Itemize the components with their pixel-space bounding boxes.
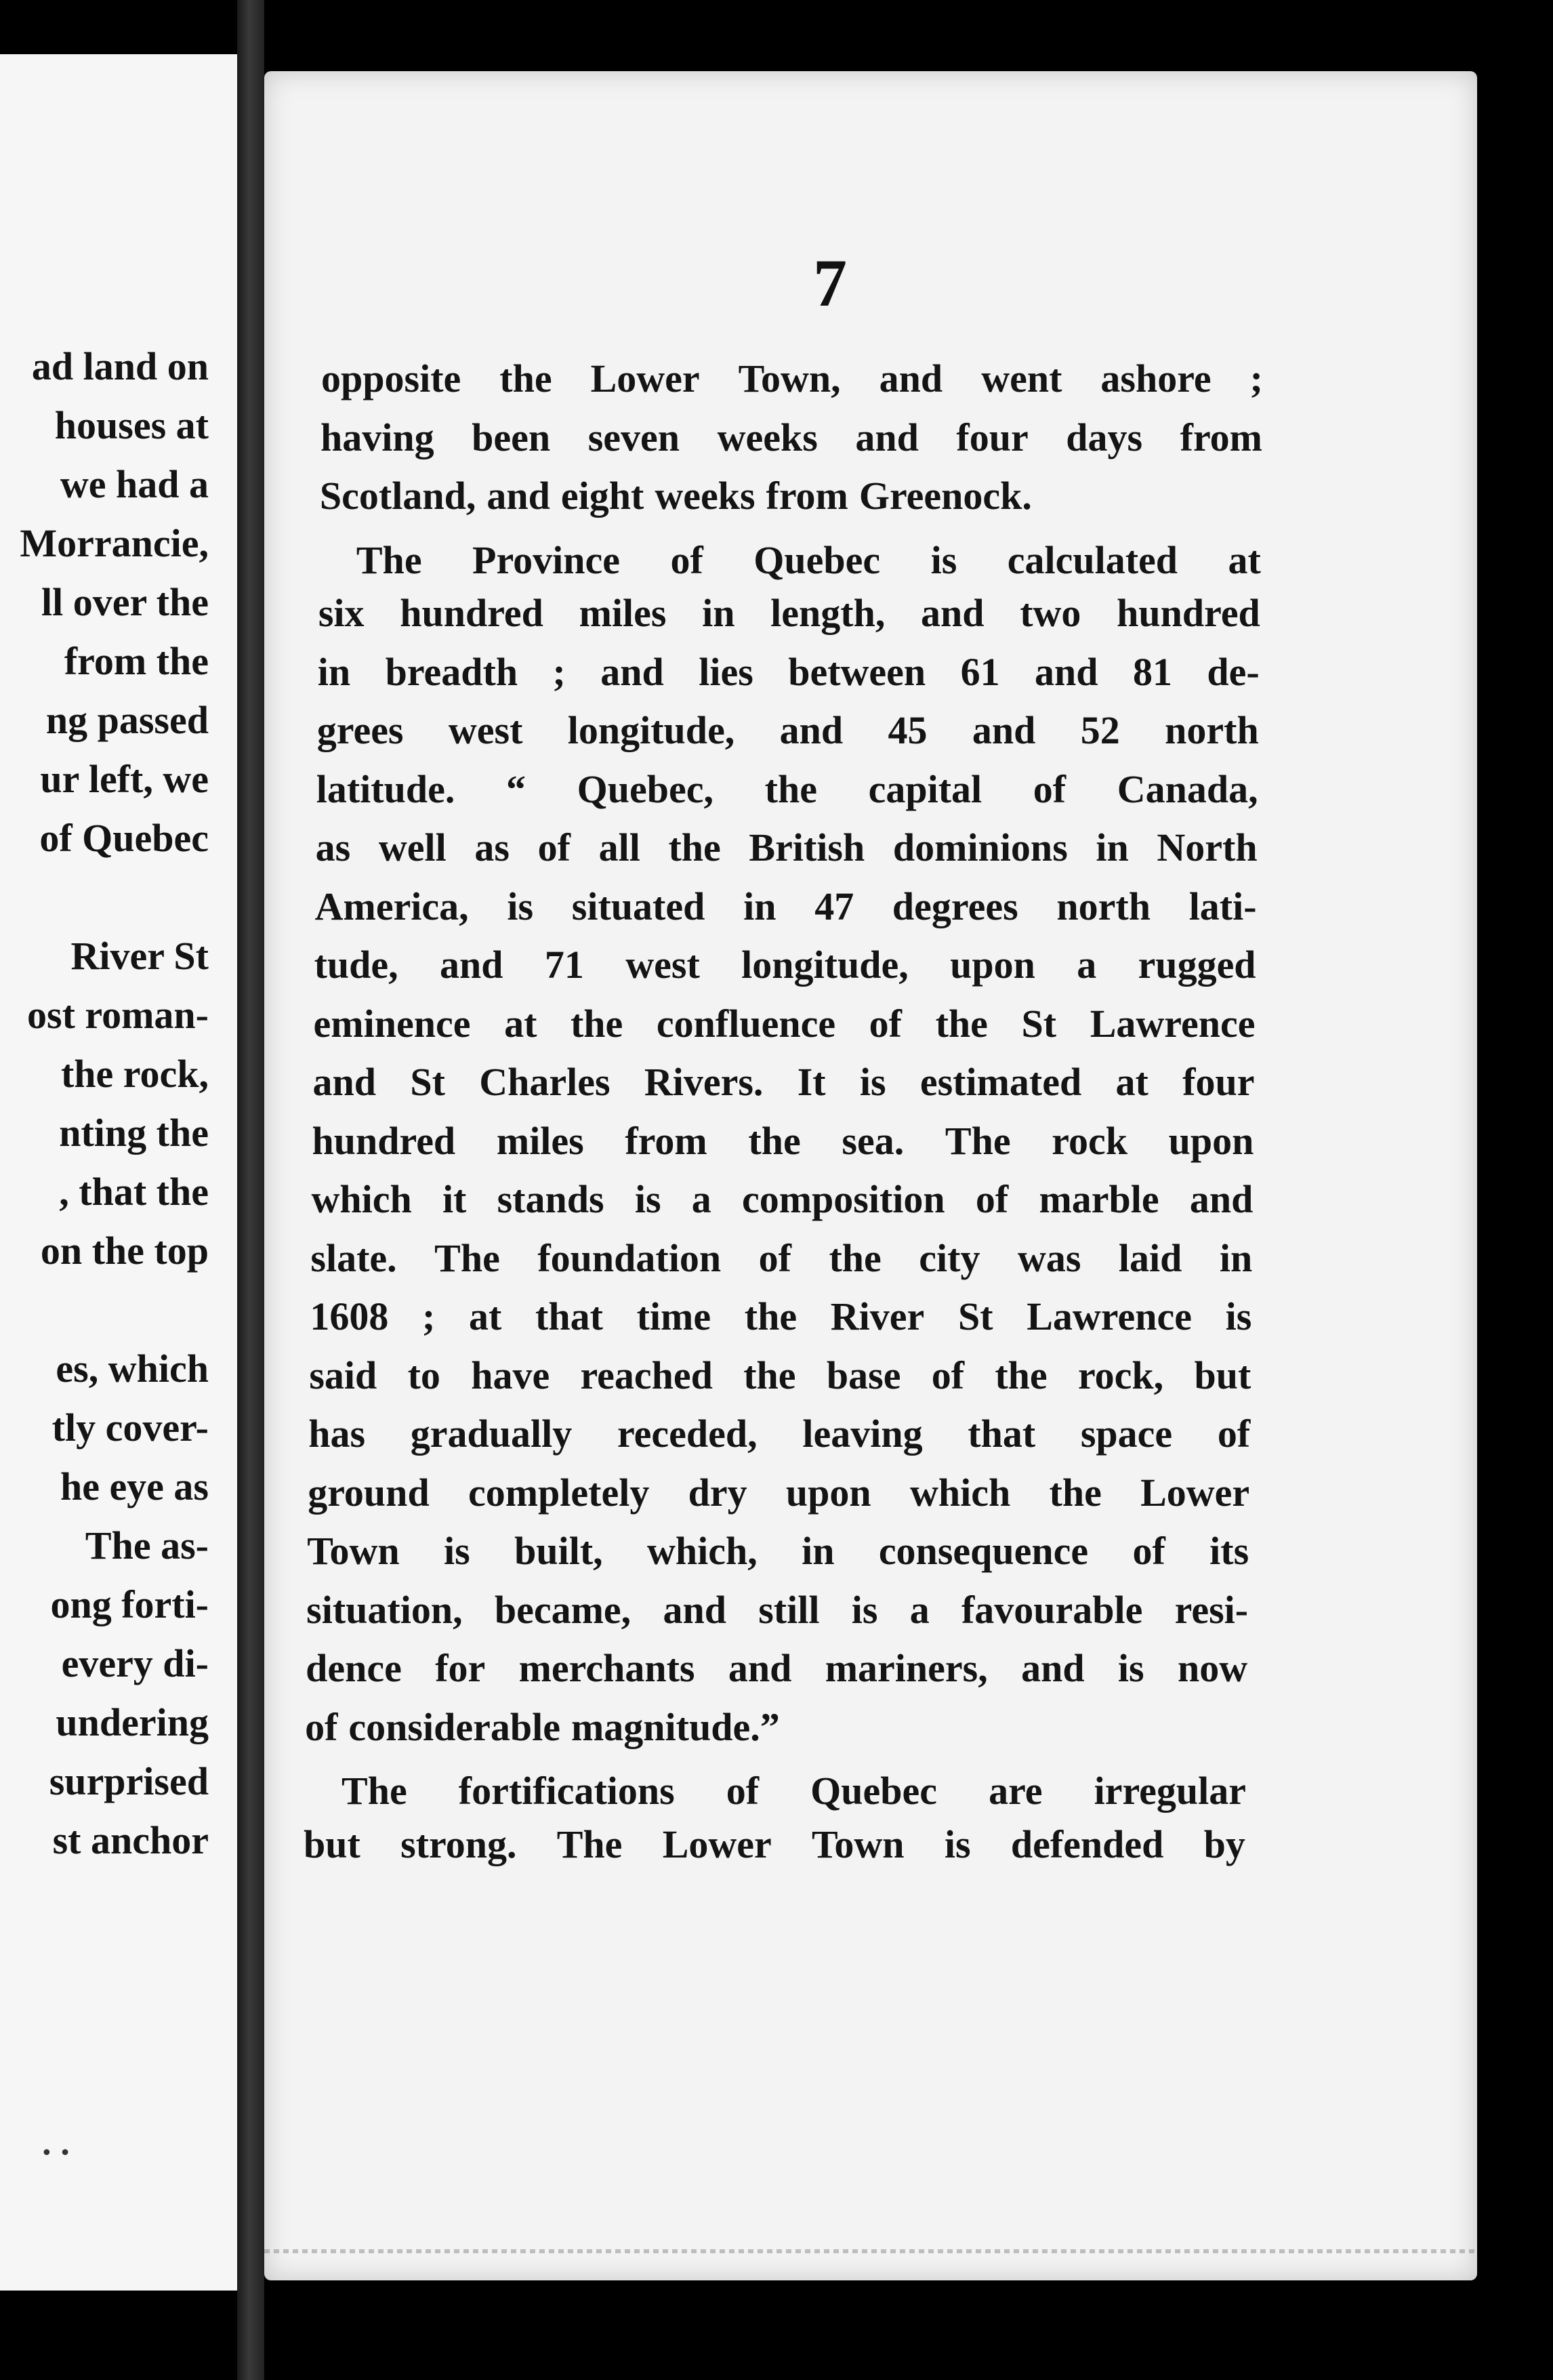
word: west (625, 943, 700, 987)
word: seven (587, 415, 680, 459)
word: of (537, 825, 571, 869)
word: lies (699, 649, 753, 694)
word: of (1033, 766, 1067, 811)
text-line (307, 1528, 1249, 1574)
word: British (749, 825, 865, 869)
left-page-line: tly cover- (51, 1406, 209, 1450)
word: estimated (919, 1060, 1082, 1104)
word: confluence (656, 1001, 836, 1046)
word: Quebec (753, 537, 881, 582)
word: degrees (892, 884, 1018, 928)
word: situation, (306, 1587, 463, 1632)
word: capital (868, 766, 982, 811)
word: as (315, 825, 351, 869)
word: have (471, 1353, 550, 1397)
word: was (1017, 1235, 1081, 1280)
word: River (830, 1294, 925, 1338)
left-page-line: from the (64, 639, 209, 683)
word: and (600, 649, 664, 694)
left-page-line: ur left, we (40, 757, 209, 801)
word: receded, (617, 1412, 758, 1456)
word: Province (472, 537, 621, 582)
word: became, (494, 1587, 631, 1632)
word: north (1165, 708, 1259, 752)
word: and (440, 943, 503, 987)
word: situated (571, 884, 705, 928)
word: ashore (1100, 356, 1212, 401)
left-page-line: on the top (40, 1229, 209, 1273)
text-line (304, 1822, 1245, 1867)
word: grees (316, 708, 404, 752)
word: as (474, 825, 510, 869)
left-page (0, 54, 237, 2291)
word: miles (579, 591, 667, 635)
word: days (1066, 415, 1143, 459)
word: has (308, 1412, 366, 1456)
word: marble (1039, 1177, 1159, 1221)
word: foundation (537, 1235, 722, 1280)
word: four (956, 415, 1029, 459)
word: is (1117, 1646, 1144, 1690)
word: upon (1168, 1118, 1254, 1163)
left-page-line: , that the (59, 1170, 209, 1214)
left-page-line: of Quebec (39, 816, 209, 860)
word: dry (688, 1470, 747, 1515)
word: 61 (960, 649, 1000, 694)
word: is (851, 1587, 878, 1632)
word: the (995, 1353, 1048, 1397)
word: from (766, 474, 848, 518)
text-line (316, 766, 1258, 812)
text-line (310, 1235, 1252, 1281)
left-page-line: River St (70, 934, 209, 978)
word: It (797, 1060, 826, 1104)
word: now (1177, 1646, 1248, 1690)
word: and (855, 415, 919, 459)
word: Greenock. (858, 474, 1032, 518)
word: ground (308, 1470, 430, 1515)
word: 81 (1132, 649, 1172, 694)
left-page-line: ll over the (41, 580, 209, 624)
word: The (356, 537, 422, 582)
word: the (668, 825, 721, 869)
word: all (598, 825, 640, 869)
word: and (728, 1646, 792, 1690)
word: Town (307, 1529, 400, 1573)
word: is (930, 537, 957, 582)
left-page-line: The as- (85, 1523, 209, 1567)
word: the (499, 356, 552, 401)
word: the (570, 1001, 623, 1046)
word: its (1209, 1529, 1249, 1573)
word: is (944, 1822, 971, 1866)
word: space (1080, 1412, 1173, 1456)
word: is (634, 1177, 661, 1221)
word: stands (497, 1177, 604, 1221)
word: time (636, 1294, 711, 1338)
page-number: 7 (813, 245, 847, 321)
text-line (306, 1587, 1248, 1633)
word: fortifications (458, 1769, 675, 1813)
text-line (356, 537, 1261, 583)
word: north (1056, 884, 1151, 928)
word: North (1157, 825, 1258, 869)
word: latitude. (316, 766, 455, 811)
word: tude, (314, 943, 398, 987)
word: which, (646, 1529, 758, 1573)
word: of (869, 1001, 902, 1046)
word: of (726, 1769, 760, 1813)
word: Charles (479, 1060, 610, 1104)
text-line (318, 649, 1260, 695)
word: the (744, 1294, 798, 1338)
text-line (313, 1059, 1255, 1105)
word: the (935, 1001, 988, 1046)
text-line (320, 473, 1262, 518)
word: at (469, 1294, 502, 1338)
left-page-line: we had a (60, 462, 209, 506)
left-page-line: surprised (49, 1759, 209, 1803)
word: of (1132, 1529, 1165, 1573)
text-line (314, 942, 1256, 987)
word: for (435, 1646, 486, 1690)
word: favourable (961, 1587, 1143, 1632)
word: 52 (1080, 708, 1120, 752)
left-page-line: ad land on (31, 344, 209, 388)
word: Lawrence (1027, 1294, 1192, 1338)
text-line (318, 590, 1260, 636)
word: completely (468, 1470, 650, 1515)
word: and (921, 591, 985, 635)
word: having (320, 415, 434, 459)
word: which (311, 1177, 412, 1221)
word: Lower (1140, 1470, 1250, 1515)
word: of (670, 537, 703, 582)
text-line (316, 825, 1258, 870)
word: rugged (1138, 943, 1256, 987)
word: ; (422, 1294, 436, 1338)
word: from (625, 1118, 707, 1163)
left-page-line: nting the (59, 1111, 209, 1155)
book-spine (237, 0, 264, 2380)
word: and (1021, 1646, 1085, 1690)
word: lati- (1188, 884, 1257, 928)
text-line (312, 1118, 1254, 1164)
word: in (1219, 1235, 1253, 1280)
left-page-line: st anchor (52, 1818, 209, 1862)
word: in (702, 591, 735, 635)
word: went (981, 356, 1062, 401)
word: length, (770, 591, 886, 635)
word: weeks (655, 474, 755, 518)
word: opposite (321, 356, 461, 401)
word: St (410, 1060, 445, 1104)
word: upon (785, 1470, 871, 1515)
word: which (909, 1470, 1011, 1515)
word: reached (580, 1353, 713, 1397)
word: considerable (348, 1704, 560, 1749)
word: longitude, (567, 708, 735, 752)
word: Lower (662, 1822, 772, 1866)
word: The (434, 1235, 500, 1280)
text-line (305, 1704, 1247, 1750)
word: said (309, 1353, 377, 1397)
word: at (504, 1001, 537, 1046)
left-page-line: he eye as (60, 1464, 209, 1509)
word: is (859, 1060, 886, 1104)
word: Town (812, 1822, 905, 1866)
word: hundred (1117, 591, 1260, 635)
word: at (1115, 1060, 1148, 1104)
word: of (305, 1704, 338, 1749)
left-page-line: ng passed (45, 698, 209, 742)
text-line (314, 1001, 1256, 1046)
text-line (317, 707, 1259, 753)
word: well (378, 825, 447, 869)
word: laid (1118, 1235, 1182, 1280)
word: the (748, 1118, 801, 1163)
word: a (1077, 943, 1097, 987)
word: composition (741, 1177, 945, 1221)
word: the (743, 1353, 796, 1397)
word: eight (560, 474, 644, 518)
word: dominions (892, 825, 1068, 869)
word: between (788, 649, 926, 694)
text-line (310, 1294, 1251, 1339)
word: de- (1207, 649, 1260, 694)
word: in (802, 1529, 835, 1573)
word: of (1217, 1412, 1251, 1456)
word: but (1194, 1353, 1251, 1397)
left-page-line: undering (56, 1700, 209, 1744)
word: and (779, 708, 844, 752)
page-edge (264, 2249, 1477, 2253)
word: eminence (313, 1001, 471, 1046)
word: Quebec (810, 1769, 938, 1813)
word: The (945, 1118, 1011, 1163)
word: the (764, 766, 817, 811)
word: to (407, 1353, 440, 1397)
word: but (304, 1822, 360, 1866)
word: 45 (888, 708, 928, 752)
word: defended (1010, 1822, 1164, 1866)
right-page (264, 71, 1477, 2280)
word: six (318, 591, 365, 635)
word: the (1049, 1470, 1102, 1515)
text-line (315, 884, 1257, 929)
word: hundred (400, 591, 543, 635)
word: 47 (814, 884, 854, 928)
word: breadth (385, 649, 518, 694)
word: is (1225, 1294, 1252, 1338)
word: The (341, 1769, 407, 1813)
word: leaving (802, 1412, 923, 1456)
word: hundred (312, 1118, 456, 1163)
word: strong. (400, 1822, 517, 1866)
word: and (312, 1060, 377, 1104)
left-page-line: Morrancie, (20, 521, 209, 565)
word: irregular (1094, 1769, 1247, 1813)
word: of (758, 1235, 791, 1280)
word: in (317, 649, 351, 694)
text-line (306, 1645, 1247, 1691)
word: of (931, 1353, 965, 1397)
word: St (1021, 1001, 1057, 1046)
word: Lawrence (1090, 1001, 1256, 1046)
text-line (309, 1353, 1251, 1398)
word: upon (950, 943, 1035, 987)
word: Quebec, (577, 766, 713, 811)
word: ; (1249, 356, 1263, 401)
word: that (535, 1294, 603, 1338)
word: it (442, 1177, 467, 1221)
word: is (444, 1529, 470, 1573)
word: slate. (310, 1235, 397, 1280)
word: mariners, (825, 1646, 988, 1690)
page-speck: • • (41, 2141, 71, 2165)
text-line (308, 1470, 1249, 1515)
word: ; (552, 649, 566, 694)
text-line (308, 1411, 1250, 1456)
word: of (975, 1177, 1009, 1221)
left-page-line: ong forti- (50, 1582, 209, 1626)
word: Town, (738, 356, 841, 401)
text-line (311, 1176, 1253, 1222)
word: built, (514, 1529, 603, 1573)
word: are (989, 1769, 1043, 1813)
word: that (968, 1412, 1036, 1456)
word: The (556, 1822, 623, 1866)
word: weeks (717, 415, 818, 459)
word: gradually (410, 1412, 573, 1456)
word: rock (1052, 1118, 1127, 1163)
word: 71 (544, 943, 584, 987)
word: dence (306, 1646, 402, 1690)
word: base (826, 1353, 901, 1397)
word: resi- (1174, 1587, 1249, 1632)
word: been (472, 415, 551, 459)
text-line (341, 1768, 1246, 1813)
word: Canada, (1117, 766, 1258, 811)
word: is (507, 884, 534, 928)
left-page-line: the rock, (60, 1052, 209, 1096)
word: from (1180, 415, 1262, 459)
word: rock, (1077, 1353, 1164, 1397)
word: merchants (518, 1646, 695, 1690)
word: city (919, 1235, 980, 1280)
word: and (1035, 649, 1098, 694)
word: Rivers. (644, 1060, 764, 1104)
word: a (909, 1587, 930, 1632)
word: and (486, 474, 550, 518)
word: the (829, 1235, 882, 1280)
word: America, (314, 884, 469, 928)
text-line (321, 356, 1263, 401)
word: at (1228, 537, 1261, 582)
word: consequence (878, 1529, 1089, 1573)
word: magnitude.” (571, 1704, 780, 1749)
word: and (1189, 1177, 1254, 1221)
word: and (879, 356, 943, 401)
left-page-line: es, which (56, 1347, 209, 1391)
text-line (320, 415, 1262, 460)
word: Lower (590, 356, 700, 401)
word: miles (496, 1118, 584, 1163)
word: four (1182, 1060, 1255, 1104)
left-page-line: every di- (61, 1641, 209, 1685)
left-page-line: ost roman- (27, 993, 209, 1037)
word: two (1020, 591, 1081, 635)
word: in (1096, 825, 1129, 869)
word: sea. (842, 1118, 905, 1163)
word: St (957, 1294, 993, 1338)
word: west (448, 708, 523, 752)
word: longitude, (741, 943, 909, 987)
word: still (758, 1587, 820, 1632)
word: a (691, 1177, 711, 1221)
word: and (663, 1587, 726, 1632)
word: Scotland, (319, 474, 476, 518)
word: in (743, 884, 776, 928)
word: “ (505, 766, 526, 811)
word: calculated (1007, 537, 1178, 582)
word: 1608 (310, 1294, 389, 1338)
word: by (1203, 1822, 1245, 1866)
left-page-line: houses at (54, 403, 209, 447)
word: and (972, 708, 1036, 752)
